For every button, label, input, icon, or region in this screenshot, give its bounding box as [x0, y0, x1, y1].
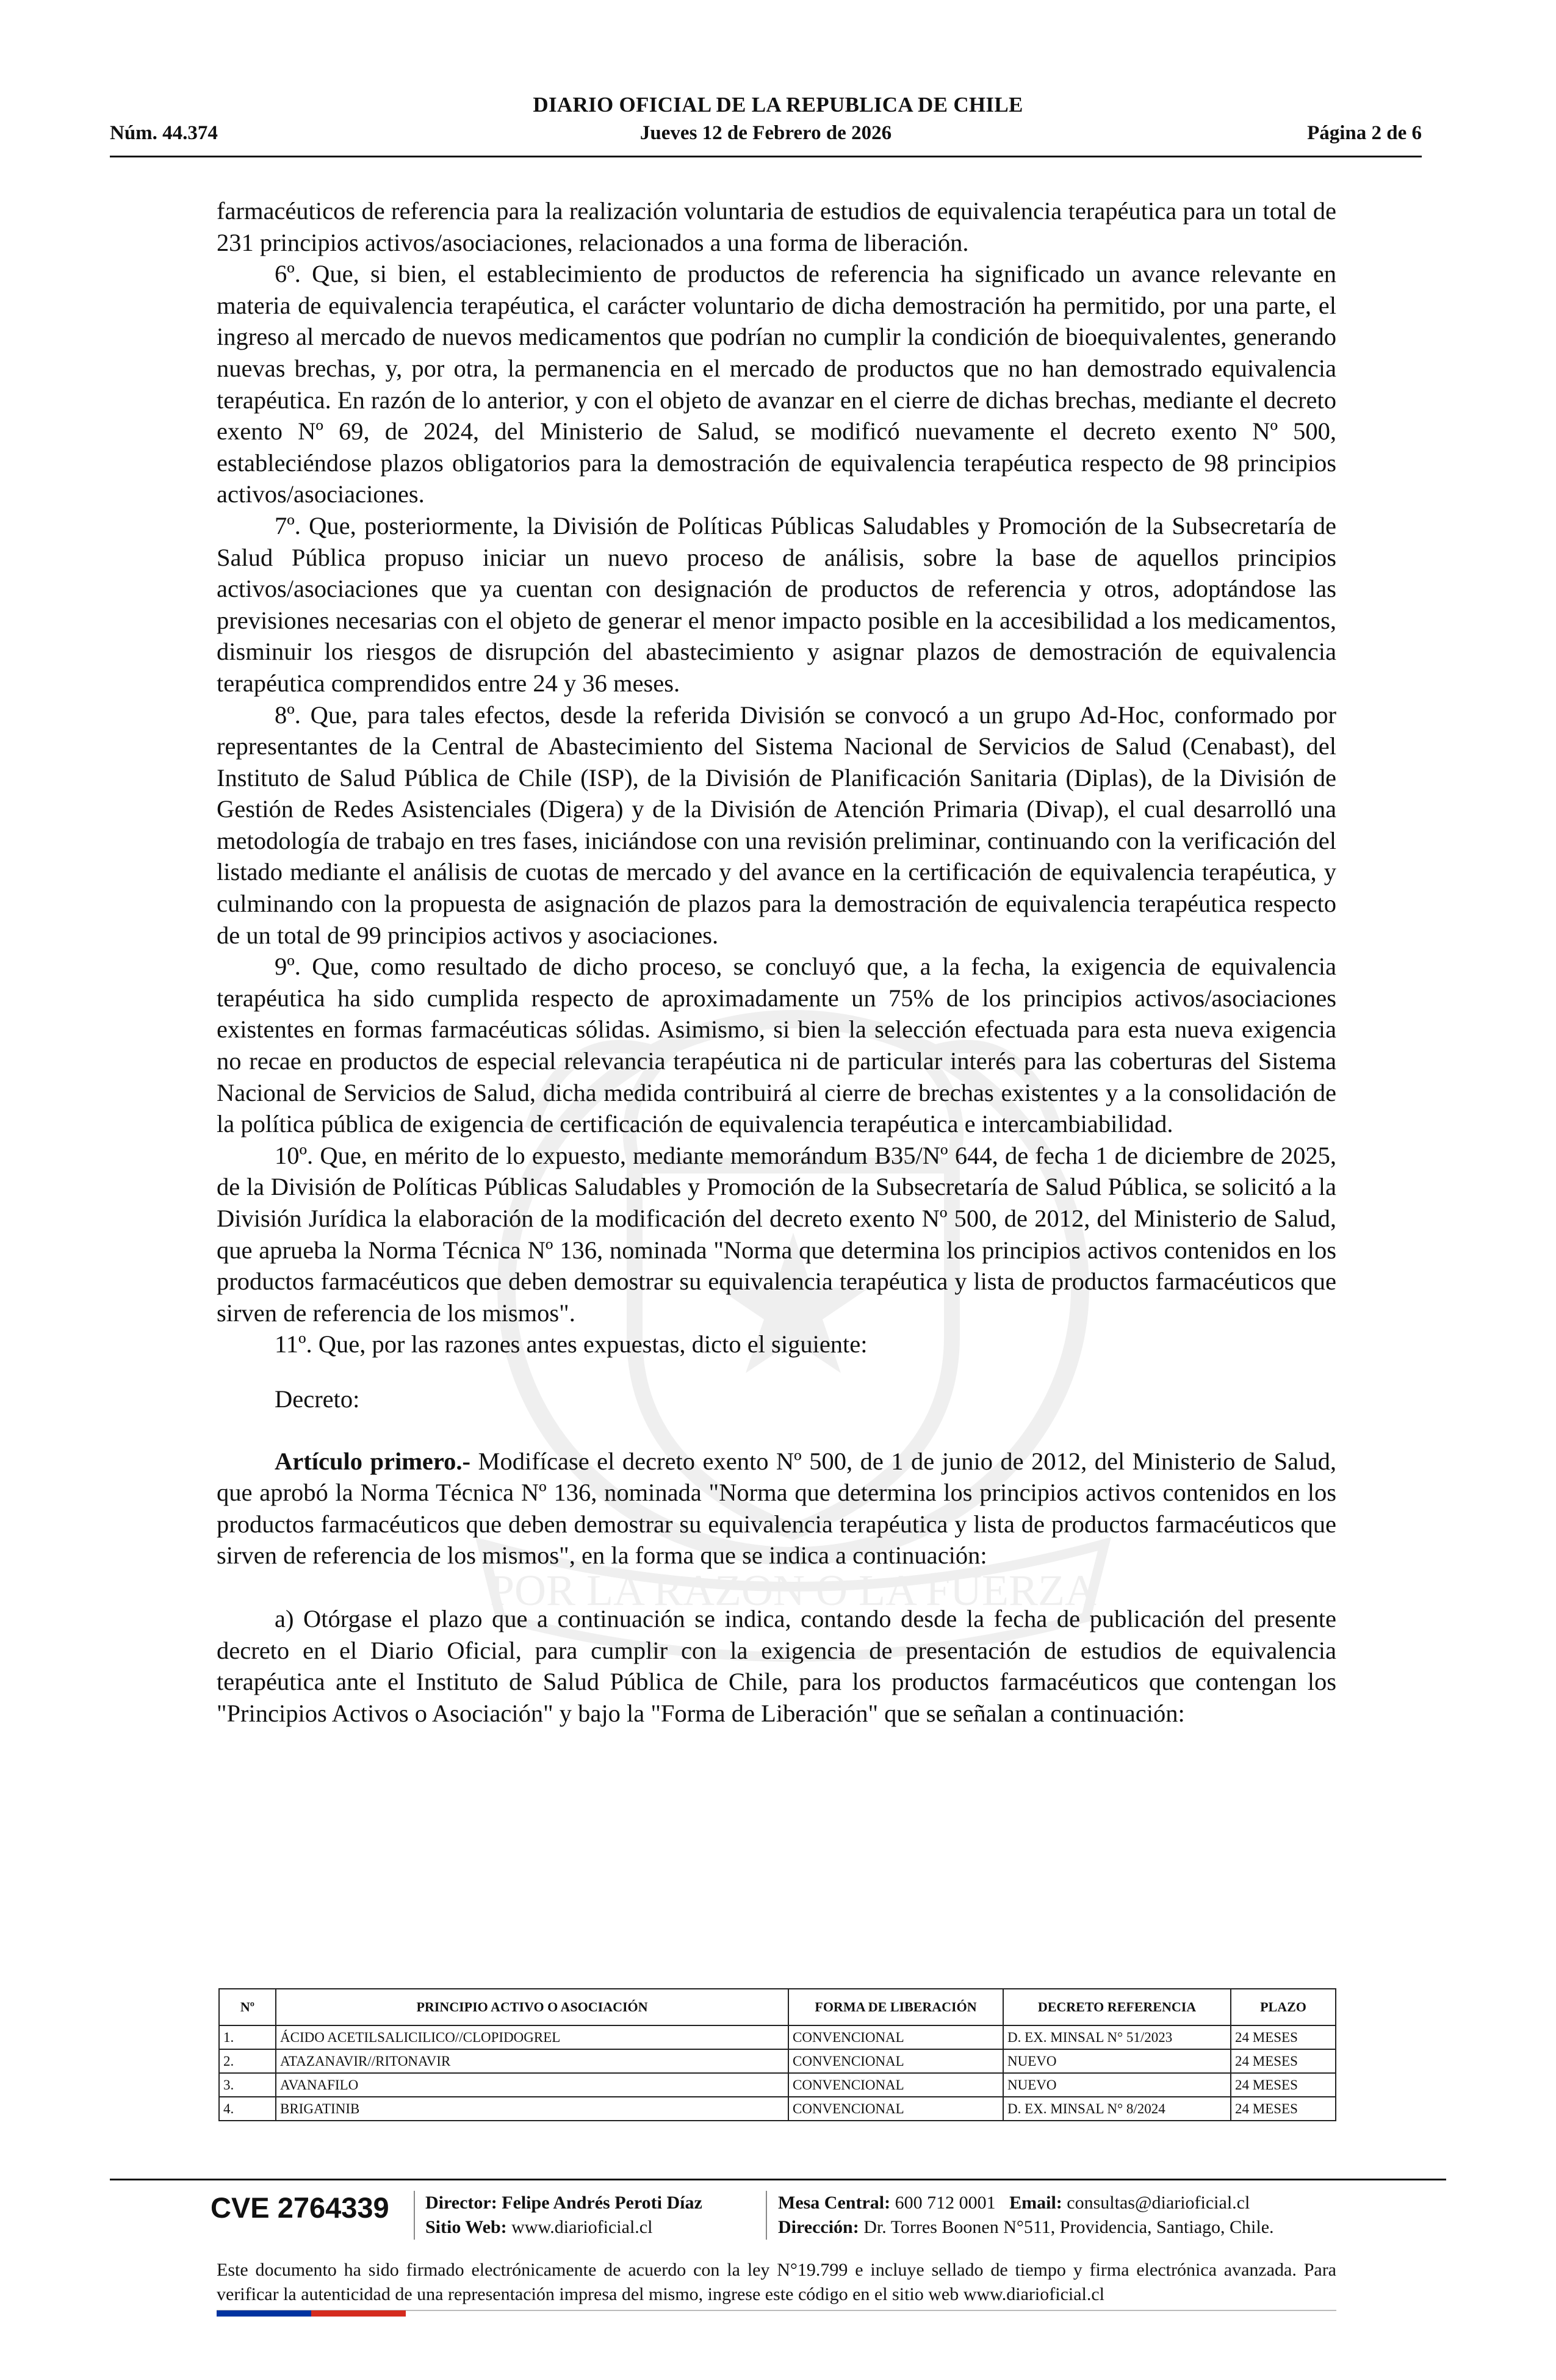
- address-text: Dr. Torres Boonen N°511, Providencia, Santiago, Chile.: [863, 2217, 1274, 2237]
- header-divider: [110, 156, 1422, 157]
- decreto-heading: Decreto:: [275, 1385, 360, 1413]
- article-first-text: Modifícase el decreto exento Nº 500, de 1 de junio de 2012, del Ministerio de Salud, que aprobó la Norma Técnica Nº 136, nominada "Norma que determina los principios activos contenidos en los productos farmacéuticos que deben demostrar su equivalencia terapéutica y lista de productos farmacéuticos que sirven de referencia de los mismos", en la forma que se indica a continuación:: [217, 1447, 1336, 1570]
- page-indicator: Página 2 de 6: [1307, 122, 1422, 144]
- table-cell: 24 MESES: [1231, 2097, 1336, 2121]
- table-cell: CONVENCIONAL: [788, 2049, 1003, 2073]
- table-cell: ATAZANAVIR//RITONAVIR: [276, 2049, 788, 2073]
- header-row: [110, 122, 1422, 149]
- signature-notice: Este documento ha sido firmado electrónicamente de acuerdo con la ley N°19.799 e incluye sellado de tiempo y firma electrónica avanzada. Para verificar la autenticidad de una representación impresa del mismo, ingrese este código en el sitio web www.diarioficial.cl: [217, 2260, 1336, 2304]
- table-cell: 24 MESES: [1231, 2049, 1336, 2073]
- footer-separator: [766, 2191, 767, 2240]
- paragraph-intro: farmacéuticos de referencia para la realización voluntaria de estudios de equivalencia terapéutica para un total de 231 principios activos/asociaciones, relacionados a una forma de liberación.: [217, 197, 1336, 256]
- table-cell: 2.: [219, 2049, 276, 2073]
- footer-divider: [110, 2179, 1446, 2180]
- table-header-cell: Nº: [219, 1989, 276, 2025]
- website-link[interactable]: www.diarioficial.cl: [511, 2217, 653, 2237]
- table-cell: 24 MESES: [1231, 2073, 1336, 2097]
- email-link[interactable]: consultas@diarioficial.cl: [1067, 2193, 1250, 2213]
- footer-separator: [414, 2191, 415, 2240]
- paragraph-8: 8º. Que, para tales efectos, desde la referida División se convocó a un grupo Ad-Hoc, conformado por representantes de la Central de Abastecimiento del Sistema Nacional de Servicios de Salud (Cenabast), del Instituto de Salud Pública de Chile (ISP), de la División de Planificación Sanitaria (Diplas), de la División de Gestión de Redes Asistenciales (Digera) y de la División de Atención Primaria (Divap), el cual desarrolló una metodología de trabajo en tres fases, iniciándose con una revisión preliminar, continuando con la verificación del listado mediante el análisis de cuotas de mercado y del avance en la certificación de equivalencia terapéutica, y culminando con la propuesta de asignación de plazos para la demostración de equivalencia terapéutica respecto de un total de 99 principios activos y asociaciones.: [217, 701, 1336, 949]
- paragraph-a: a) Otórgase el plazo que a continuación se indica, contando desde la fecha de publicación del presente decreto en el Diario Oficial, para cumplir con la exigencia de presentación de estudios de equivalencia terapéutica ante el Instituto de Salud Pública de Chile, para los productos farmacéuticos que contengan los "Principios Activos o Asociación" y bajo la "Forma de Liberación" que se señalan a continuación:: [217, 1604, 1336, 1727]
- footer-contact-block: [778, 2191, 1274, 2240]
- paragraph-11: 11º. Que, por las razones antes expuestas, dicto el siguiente:: [275, 1330, 868, 1358]
- table-cell: AVANAFILO: [276, 2073, 788, 2097]
- table-header-cell: FORMA DE LIBERACIÓN: [788, 1989, 1003, 2025]
- table-cell: NUEVO: [1003, 2073, 1231, 2097]
- table-cell: D. EX. MINSAL N° 8/2024: [1003, 2097, 1231, 2121]
- table-row: [219, 2025, 1336, 2049]
- table-cell: 4.: [219, 2097, 276, 2121]
- table-header-cell: PLAZO: [1231, 1989, 1336, 2025]
- gazette-title: DIARIO OFICIAL DE LA REPUBLICA DE CHILE: [533, 93, 1023, 117]
- table-cell: D. EX. MINSAL N° 51/2023: [1003, 2025, 1231, 2049]
- watermark-motto: POR LA RAZON O LA FUERZA: [489, 1566, 1097, 1615]
- issue-number: Núm. 44.374: [110, 122, 218, 144]
- paragraph-9: 9º. Que, como resultado de dicho proceso, se concluyó que, a la fecha, la exigencia de equivalencia terapéutica ha sido cumplida respecto de aproximadamente un 75% de los principios activos/asociaciones existentes en formas farmacéuticas sólidas. Asimismo, si bien la selección efectuada para esta nueva exigencia no recae en productos de especial relevancia terapéutica ni de particular interés para las coberturas del Sistema Nacional de Servicios de Salud, dicha medida contribuirá al cierre de brechas existentes y a la consolidación de la política pública de exigencia de certificación de equivalencia terapéutica e intercambiabilidad.: [217, 953, 1336, 1138]
- phone-label: Mesa Central:: [778, 2193, 891, 2213]
- table-cell: ÁCIDO ACETILSALICILICO//CLOPIDOGREL: [276, 2025, 788, 2049]
- active-ingredients-table: [218, 1988, 1336, 2121]
- table-row: [219, 2097, 1336, 2121]
- paragraph-7: 7º. Que, posteriormente, la División de Políticas Públicas Saludables y Promoción de la Subsecretaría de Salud Pública propuso iniciar un nuevo proceso de análisis, sobre la base de aquellos principios activos/asociaciones que ya cuentan con designación de productos de referencia y otros, adoptándose las previsiones necesarias con el objeto de generar el menor impacto posible en la accesibilidad a los medicamentos, disminuir los riesgos de disrupción del abastecimiento y asignar plazos de demostración de equivalencia terapéutica comprendidos entre 24 y 36 meses.: [217, 511, 1336, 697]
- flag-stripe-red: [311, 2310, 406, 2317]
- table-row: [219, 2073, 1336, 2097]
- website-label: Sitio Web:: [425, 2217, 507, 2237]
- article-first: [217, 1446, 1336, 1571]
- issue-date: Jueves 12 de Febrero de 2026: [639, 122, 892, 144]
- director-label: Director:: [425, 2193, 497, 2213]
- table-cell: CONVENCIONAL: [788, 2073, 1003, 2097]
- director-name: Felipe Andrés Peroti Díaz: [502, 2193, 702, 2213]
- address-label: Dirección:: [778, 2217, 859, 2237]
- table-header-cell: PRINCIPIO ACTIVO O ASOCIACIÓN: [276, 1989, 788, 2025]
- table-header-row: [219, 1989, 1336, 2025]
- paragraph-6: 6º. Que, si bien, el establecimiento de productos de referencia ha significado un avance relevante en materia de equivalencia terapéutica, el carácter voluntario de dicha demostración ha permitido, por una parte, el ingreso al mercado de nuevos medicamentos que podrían no cumplir la condición de bioequivalentes, generando nuevas brechas, y, por otra, la permanencia en el mercado de productos que no han demostrado equivalencia terapéutica. En razón de lo anterior, y con el objeto de avanzar en el cierre de dichas brechas, mediante el decreto exento Nº 69, de 2024, del Ministerio de Salud, se modificó nuevamente el decreto exento Nº 500, estableciéndose plazos obligatorios para la demostración de equivalencia terapéutica respecto de 98 principios activos/asociaciones.: [217, 260, 1336, 508]
- paragraph-10: 10º. Que, en mérito de lo expuesto, mediante memorándum B35/Nº 644, de fecha 1 de diciembre de 2025, de la División de Políticas Públicas Saludables y Promoción de la Subsecretaría de Salud Pública, se solicitó a la División Jurídica la elaboración de la modificación del decreto exento Nº 500, de 2012, del Ministerio de Salud, que aprueba la Norma Técnica Nº 136, nominada "Norma que determina los principios activos contenidos en los productos farmacéuticos que deben demostrar su equivalencia terapéutica y lista de productos farmacéuticos que sirven de referencia de los mismos".: [217, 1141, 1336, 1327]
- footer-director-block: [425, 2191, 702, 2240]
- flag-stripe-blue: [217, 2310, 311, 2317]
- email-label: Email:: [1009, 2193, 1062, 2213]
- table-cell: 3.: [219, 2073, 276, 2097]
- cve-code: CVE 2764339: [211, 2191, 389, 2224]
- table-cell: CONVENCIONAL: [788, 2025, 1003, 2049]
- table-header-cell: DECRETO REFERENCIA: [1003, 1989, 1231, 2025]
- decree-body: [217, 195, 1336, 1729]
- table-cell: CONVENCIONAL: [788, 2097, 1003, 2121]
- table-cell: BRIGATINIB: [276, 2097, 788, 2121]
- table-row: [219, 2049, 1336, 2073]
- table-cell: 24 MESES: [1231, 2025, 1336, 2049]
- table-cell: 1.: [219, 2025, 276, 2049]
- phone-number: 600 712 0001: [895, 2193, 996, 2213]
- article-first-label: Artículo primero.-: [275, 1447, 471, 1475]
- table-cell: NUEVO: [1003, 2049, 1231, 2073]
